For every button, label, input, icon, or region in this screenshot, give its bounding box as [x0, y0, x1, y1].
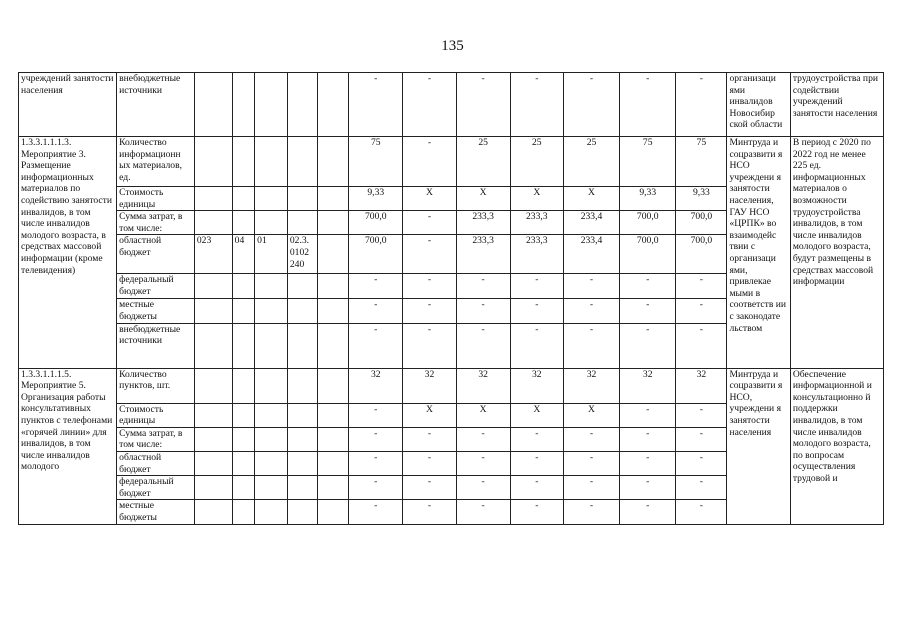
budget-code-cell	[232, 403, 254, 427]
value-cell: -	[563, 451, 619, 475]
indicator-label-cell: Стоимость единицы	[117, 187, 195, 211]
value-cell: -	[349, 476, 403, 500]
value-cell: X	[510, 403, 563, 427]
value-cell: 700,0	[349, 235, 403, 274]
executor-cell: Минтруда и соцразвити я НСО, учреждени я занятости населения	[727, 368, 790, 525]
budget-code-cell	[255, 500, 288, 525]
value-cell: -	[510, 476, 563, 500]
table-row	[19, 368, 884, 403]
value-cell: 25	[456, 137, 510, 187]
value-cell: -	[456, 451, 510, 475]
empty-cell	[317, 451, 349, 475]
empty-cell	[317, 368, 349, 403]
value-cell: -	[349, 323, 403, 368]
budget-code-cell	[287, 368, 317, 403]
budget-code-cell	[194, 500, 232, 525]
value-cell: -	[349, 451, 403, 475]
budget-code-cell	[232, 323, 254, 368]
budget-code-cell	[232, 274, 254, 299]
value-cell: -	[349, 427, 403, 451]
budget-code-cell	[232, 368, 254, 403]
value-cell: 700,0	[620, 235, 676, 274]
value-cell: -	[676, 476, 727, 500]
budget-code-cell	[194, 368, 232, 403]
budget-code-cell	[287, 73, 317, 137]
empty-cell	[317, 235, 349, 274]
budget-code-cell	[287, 403, 317, 427]
indicator-label-cell: местные бюджеты	[117, 500, 195, 525]
value-cell: -	[676, 403, 727, 427]
budget-code-cell	[287, 451, 317, 475]
value-cell: 700,0	[676, 211, 727, 235]
value-cell: -	[620, 73, 676, 137]
budget-code-cell	[232, 299, 254, 323]
empty-cell	[317, 323, 349, 368]
value-cell: -	[456, 274, 510, 299]
value-cell: -	[403, 274, 456, 299]
value-cell: 233,3	[456, 235, 510, 274]
value-cell: 9,33	[349, 187, 403, 211]
value-cell: -	[510, 323, 563, 368]
value-cell: X	[456, 403, 510, 427]
value-cell: -	[563, 323, 619, 368]
value-cell: 75	[349, 137, 403, 187]
value-cell: -	[403, 73, 456, 137]
value-cell: -	[349, 403, 403, 427]
value-cell: 233,3	[510, 235, 563, 274]
budget-code-cell: 023	[194, 235, 232, 274]
budget-code-cell	[287, 137, 317, 187]
value-cell: -	[349, 274, 403, 299]
budget-code-cell	[232, 137, 254, 187]
value-cell: 32	[510, 368, 563, 403]
value-cell: -	[563, 73, 619, 137]
expected-result-cell: Обеспечение информационной и консультационно й поддержки инвалидов, в том числе инвалидов молодого возраста, по вопросам осуществления трудовой и	[790, 368, 883, 525]
budget-code-cell	[255, 403, 288, 427]
budget-code-cell	[194, 323, 232, 368]
value-cell: -	[620, 299, 676, 323]
value-cell: -	[456, 476, 510, 500]
value-cell: -	[456, 299, 510, 323]
budget-code-cell	[287, 299, 317, 323]
budget-code-cell	[194, 187, 232, 211]
budget-code-cell	[255, 368, 288, 403]
value-cell: -	[403, 235, 456, 274]
budget-code-cell	[287, 211, 317, 235]
value-cell: -	[403, 137, 456, 187]
value-cell: X	[563, 403, 619, 427]
value-cell: -	[403, 451, 456, 475]
table-row	[19, 73, 884, 137]
value-cell: 32	[676, 368, 727, 403]
page-number: 135	[441, 38, 464, 54]
budget-code-cell	[232, 476, 254, 500]
value-cell: 25	[510, 137, 563, 187]
value-cell: 233,3	[456, 211, 510, 235]
budget-code-cell	[287, 476, 317, 500]
budget-code-cell	[255, 274, 288, 299]
budget-code-cell	[232, 451, 254, 475]
value-cell: 9,33	[620, 187, 676, 211]
empty-cell	[317, 137, 349, 187]
budget-code-cell	[287, 323, 317, 368]
value-cell: -	[676, 427, 727, 451]
indicator-label-cell: областной бюджет	[117, 451, 195, 475]
activity-name-cell: учреждений занятости населения	[19, 73, 117, 137]
budget-code-cell	[194, 476, 232, 500]
budget-code-cell	[194, 427, 232, 451]
value-cell: -	[456, 323, 510, 368]
budget-code-cell	[255, 451, 288, 475]
executor-cell: организаци ями инвалидов Новосибир ской области	[727, 73, 790, 137]
budget-code-cell	[194, 299, 232, 323]
value-cell: X	[456, 187, 510, 211]
value-cell: -	[620, 274, 676, 299]
value-cell: -	[403, 476, 456, 500]
value-cell: -	[456, 500, 510, 525]
indicator-label-cell: федеральный бюджет	[117, 274, 195, 299]
value-cell: -	[349, 73, 403, 137]
value-cell: 233,3	[510, 211, 563, 235]
value-cell: X	[403, 403, 456, 427]
indicator-label-cell: Количество информационн ых материалов, ед.	[117, 137, 195, 187]
value-cell: 75	[620, 137, 676, 187]
value-cell: -	[403, 500, 456, 525]
value-cell: 32	[403, 368, 456, 403]
expected-result-cell: В период с 2020 по 2022 год не менее 225 ед. информационных материалов о возможности трудоустройства инвалидов, в том числе инвалидов молодого возраста, будут размещены в средствах массовой информации	[790, 137, 883, 369]
value-cell: -	[563, 427, 619, 451]
value-cell: -	[563, 299, 619, 323]
value-cell: -	[403, 427, 456, 451]
empty-cell	[317, 403, 349, 427]
value-cell: -	[620, 403, 676, 427]
value-cell: -	[676, 274, 727, 299]
program-activities-table	[18, 72, 884, 525]
value-cell: -	[510, 274, 563, 299]
value-cell: X	[563, 187, 619, 211]
value-cell: -	[620, 476, 676, 500]
value-cell: -	[676, 500, 727, 525]
value-cell: -	[510, 427, 563, 451]
value-cell: X	[403, 187, 456, 211]
value-cell: -	[563, 274, 619, 299]
budget-code-cell	[255, 323, 288, 368]
indicator-label-cell: Сумма затрат, в том числе:	[117, 427, 195, 451]
value-cell: -	[620, 451, 676, 475]
activity-name-cell: 1.3.3.1.1.1.3. Мероприятие 3. Размещение информационных материалов по содействию занятости инвалидов, в том числе инвалидов молодого возраста, в средствах массовой информации (кроме телевидения)	[19, 137, 117, 369]
empty-cell	[317, 427, 349, 451]
value-cell: -	[510, 451, 563, 475]
value-cell: -	[676, 73, 727, 137]
value-cell: -	[563, 500, 619, 525]
value-cell: 233,4	[563, 235, 619, 274]
table-row	[19, 137, 884, 187]
value-cell: -	[510, 73, 563, 137]
budget-code-cell	[194, 451, 232, 475]
budget-code-cell	[194, 73, 232, 137]
value-cell: 700,0	[349, 211, 403, 235]
indicator-label-cell: местные бюджеты	[117, 299, 195, 323]
indicator-label-cell: областной бюджет	[117, 235, 195, 274]
value-cell: 700,0	[676, 235, 727, 274]
value-cell: -	[456, 427, 510, 451]
value-cell: X	[510, 187, 563, 211]
activity-name-cell: 1.3.3.1.1.1.5. Мероприятие 5. Организация работы консультативных пунктов с телефонами «горячей линии» для инвалидов, в том числе инвалидов молодого	[19, 368, 117, 525]
budget-code-cell	[232, 187, 254, 211]
empty-cell	[317, 187, 349, 211]
budget-code-cell	[255, 299, 288, 323]
budget-code-cell	[255, 187, 288, 211]
budget-code-cell	[287, 500, 317, 525]
value-cell: 25	[563, 137, 619, 187]
budget-code-cell	[232, 427, 254, 451]
value-cell: -	[349, 299, 403, 323]
budget-code-cell	[255, 137, 288, 187]
indicator-label-cell: Сумма затрат, в том числе:	[117, 211, 195, 235]
value-cell: 700,0	[620, 211, 676, 235]
value-cell: -	[620, 427, 676, 451]
value-cell: -	[563, 476, 619, 500]
expected-result-cell: трудоустройства при содействии учреждений занятости населения	[790, 73, 883, 137]
budget-code-cell	[287, 427, 317, 451]
budget-code-cell: 04	[232, 235, 254, 274]
value-cell: -	[510, 500, 563, 525]
empty-cell	[317, 476, 349, 500]
value-cell: -	[676, 299, 727, 323]
budget-code-cell	[255, 73, 288, 137]
budget-code-cell	[232, 211, 254, 235]
value-cell: 32	[620, 368, 676, 403]
value-cell: -	[620, 500, 676, 525]
value-cell: 32	[563, 368, 619, 403]
executor-cell: Минтруда и соцразвити я НСО учреждени я занятости населения, ГАУ НСО «ЦРПК» во взаимодейс твии с организаци ями, привлекае мыми в соответств ии с законодате льством	[727, 137, 790, 369]
budget-code-cell: 02.3. 0102 240	[287, 235, 317, 274]
empty-cell	[317, 500, 349, 525]
value-cell: -	[403, 211, 456, 235]
value-cell: -	[349, 500, 403, 525]
empty-cell	[317, 73, 349, 137]
table-body	[19, 73, 884, 525]
budget-code-cell	[194, 403, 232, 427]
value-cell: -	[403, 299, 456, 323]
empty-cell	[317, 299, 349, 323]
budget-code-cell	[194, 137, 232, 187]
value-cell: 32	[456, 368, 510, 403]
budget-code-cell	[287, 187, 317, 211]
value-cell: -	[456, 73, 510, 137]
budget-code-cell	[287, 274, 317, 299]
value-cell: 9,33	[676, 187, 727, 211]
empty-cell	[317, 274, 349, 299]
indicator-label-cell: Стоимость единицы	[117, 403, 195, 427]
indicator-label-cell: федеральный бюджет	[117, 476, 195, 500]
budget-code-cell	[255, 427, 288, 451]
value-cell: 75	[676, 137, 727, 187]
value-cell: -	[676, 451, 727, 475]
budget-code-cell	[232, 73, 254, 137]
empty-cell	[317, 211, 349, 235]
budget-code-cell	[255, 476, 288, 500]
value-cell: 233,4	[563, 211, 619, 235]
indicator-label-cell: внебюджетные источники	[117, 323, 195, 368]
value-cell: -	[510, 299, 563, 323]
budget-code-cell	[232, 500, 254, 525]
budget-code-cell	[194, 211, 232, 235]
value-cell: -	[676, 323, 727, 368]
value-cell: -	[620, 323, 676, 368]
budget-code-cell	[194, 274, 232, 299]
value-cell: -	[403, 323, 456, 368]
budget-code-cell	[255, 211, 288, 235]
budget-code-cell: 01	[255, 235, 288, 274]
indicator-label-cell: Количество пунктов, шт.	[117, 368, 195, 403]
indicator-label-cell: внебюджетные источники	[117, 73, 195, 137]
value-cell: 32	[349, 368, 403, 403]
